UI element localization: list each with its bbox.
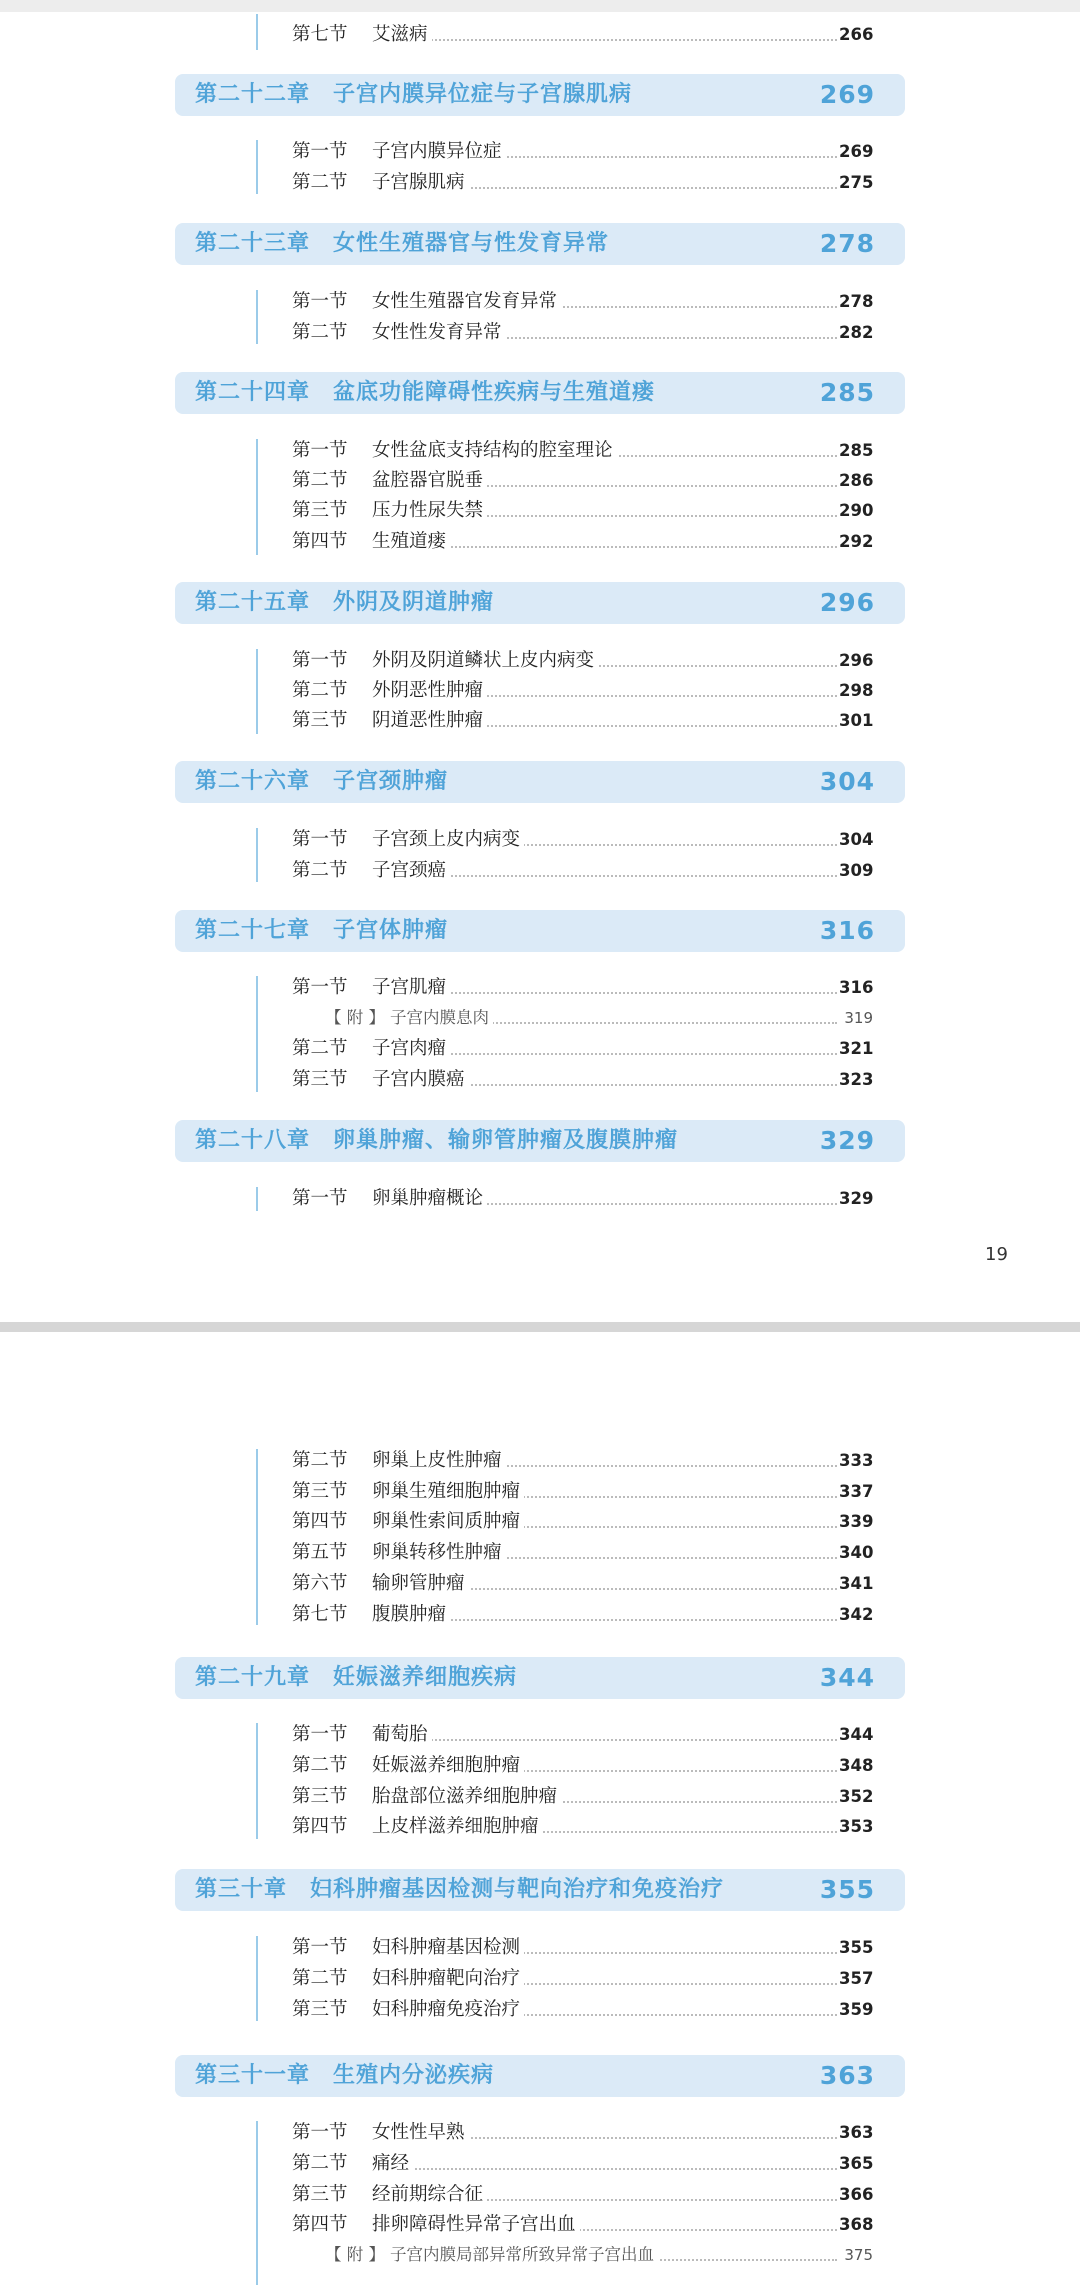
section-label: 第二节 [292,322,348,343]
toc-entry[interactable] [292,646,873,676]
toc-entry[interactable] [292,1538,873,1568]
chapter-heading[interactable] [175,223,905,265]
dot-leader [372,39,837,41]
toc-entry[interactable] [292,168,873,198]
section-page: 359 [839,2000,874,2019]
section-page: 298 [839,681,874,700]
section-page: 348 [839,1756,874,1775]
section-title: 女性生殖器官发育异常 [372,287,561,317]
section-page: 365 [839,2154,874,2173]
section-bar [256,439,258,555]
toc-entry[interactable] [292,137,873,167]
section-label: 第一节 [292,977,348,998]
appendix-label: 【 附 】 [325,1008,385,1027]
section-page: 282 [839,323,874,342]
chapter-heading[interactable] [175,1657,905,1699]
section-title: 外阴及阴道鳞状上皮内病变 [372,646,598,676]
toc-entry[interactable] [292,287,873,317]
section-title: 子宫颈癌 [372,856,450,886]
toc-entry[interactable] [292,318,873,348]
section-page: 333 [839,1451,874,1470]
appendix-title: 子宫内膜局部异常所致异常子宫出血 [390,2240,658,2270]
section-label: 第四节 [292,1816,348,1837]
section-title: 腹膜肿瘤 [372,1600,450,1630]
chapter-heading[interactable] [175,74,905,116]
section-page: 275 [839,173,874,192]
section-page: 352 [839,1787,874,1806]
toc-page-next [0,1332,1080,2285]
section-label: 第二节 [292,470,348,491]
chapter-title: 第二十二章 子宫内膜异位症与子宫腺肌病 [195,82,633,107]
section-label: 第二节 [292,680,348,701]
section-title: 上皮样滋养细胞肿瘤 [372,1812,543,1842]
section-title: 葡萄胎 [372,1720,432,1750]
chapter-page: 329 [819,1126,875,1155]
section-label: 第一节 [292,440,348,461]
section-page: 278 [839,292,874,311]
chapter-heading[interactable] [175,582,905,624]
chapter-title: 第三十一章 生殖内分泌疾病 [195,2063,495,2088]
section-page: 316 [839,978,874,997]
section-page: 266 [839,25,874,44]
section-label: 第三节 [292,1999,348,2020]
section-page: 363 [839,2123,874,2142]
toc-entry[interactable] [292,2149,873,2179]
toc-entry[interactable] [292,527,873,557]
chapter-title: 第二十三章 女性生殖器官与性发育异常 [195,231,610,256]
section-label: 第四节 [292,531,348,552]
section-title: 排卵障碍性异常子宫出血 [372,2210,580,2240]
section-bar [256,2121,258,2285]
page-top-edge [0,0,1080,12]
toc-entry[interactable] [292,2118,873,2148]
section-title: 艾滋病 [372,20,432,50]
chapter-page: 278 [819,229,875,258]
toc-entry[interactable] [292,1034,873,1064]
section-page: 296 [839,651,874,670]
section-label: 第三节 [292,1786,348,1807]
section-page: 269 [839,142,874,161]
toc-entry[interactable] [292,1507,873,1537]
section-label: 第四节 [292,1511,348,1532]
section-bar [256,1723,258,1839]
section-title: 卵巢肿瘤概论 [372,1184,487,1214]
chapter-heading[interactable] [175,1120,905,1162]
section-page: 304 [839,830,874,849]
page-separator [0,1322,1080,1332]
section-title: 生殖道瘘 [372,527,450,557]
section-page: 292 [839,532,874,551]
toc-entry[interactable] [292,466,873,496]
appendix-label: 【 附 】 [325,2245,385,2264]
section-label: 第六节 [292,1573,348,1594]
chapter-page: 363 [819,2061,875,2090]
toc-entry[interactable] [292,1065,873,1095]
section-label: 第三节 [292,1069,348,1090]
section-label: 第一节 [292,141,348,162]
toc-entry[interactable] [292,1600,873,1630]
section-label: 第二节 [292,860,348,881]
section-label: 第一节 [292,650,348,671]
section-title: 胎盘部位滋养细胞肿瘤 [372,1782,561,1812]
section-title: 子宫腺肌病 [372,168,469,198]
toc-appendix-entry[interactable] [325,2240,873,2270]
section-title: 阴道恶性肿瘤 [372,706,487,736]
section-title: 输卵管肿瘤 [372,1569,469,1599]
section-label: 第三节 [292,2184,348,2205]
section-page: 301 [839,711,874,730]
section-label: 第二节 [292,1755,348,1776]
section-label: 第二节 [292,1450,348,1471]
toc-entry[interactable] [292,973,873,1003]
toc-entry[interactable] [292,825,873,855]
section-title: 子宫内膜癌 [372,1065,469,1095]
chapter-title: 第二十五章 外阴及阴道肿瘤 [195,590,495,615]
dot-leader [372,2168,837,2170]
toc-entry[interactable] [292,1782,873,1812]
section-page: 366 [839,2185,874,2204]
appendix-page: 375 [844,2246,873,2264]
section-title: 卵巢转移性肿瘤 [372,1538,506,1568]
toc-entry[interactable] [292,496,873,526]
chapter-page: 285 [819,378,875,407]
section-page: 368 [839,2215,874,2234]
toc-appendix-entry[interactable] [325,1003,873,1033]
section-page: 353 [839,1817,874,1836]
section-bar [256,290,258,344]
toc-entry[interactable] [292,1995,873,2025]
section-label: 第一节 [292,829,348,850]
chapter-page: 296 [819,588,875,617]
toc-entry[interactable] [292,1933,873,1963]
section-label: 第一节 [292,2122,348,2143]
section-label: 第二节 [292,172,348,193]
section-page: 344 [839,1725,874,1744]
section-label: 第七节 [292,1604,348,1625]
section-title: 痛经 [372,2149,413,2179]
section-label: 第三节 [292,500,348,521]
section-label: 第三节 [292,1481,348,1502]
chapter-title: 第二十六章 子宫颈肿瘤 [195,769,449,794]
section-label: 第二节 [292,1038,348,1059]
section-page: 337 [839,1482,874,1501]
section-page: 341 [839,1574,874,1593]
section-label: 第二节 [292,2153,348,2174]
section-title: 子宫肌瘤 [372,973,450,1003]
section-label: 第一节 [292,1937,348,1958]
chapter-heading[interactable] [175,761,905,803]
chapter-heading[interactable] [175,372,905,414]
section-label: 第一节 [292,1188,348,1209]
toc-entry[interactable] [292,2180,873,2210]
appendix-page: 319 [844,1009,873,1027]
section-title: 卵巢上皮性肿瘤 [372,1446,506,1476]
section-title: 妇科肿瘤基因检测 [372,1933,524,1963]
section-title: 子宫肉瘤 [372,1034,450,1064]
section-title: 卵巢性索间质肿瘤 [372,1507,524,1537]
section-title: 子宫内膜异位症 [372,137,506,167]
chapter-title: 第二十九章 妊娠滋养细胞疾病 [195,1665,518,1690]
chapter-heading[interactable] [175,2055,905,2097]
section-page: 285 [839,441,874,460]
toc-entry[interactable] [292,2210,873,2240]
section-title: 外阴恶性肿瘤 [372,676,487,706]
section-title: 女性性发育异常 [372,318,506,348]
toc-entry[interactable] [292,1569,873,1599]
section-page: 355 [839,1938,874,1957]
dot-leader [372,1739,837,1741]
toc-entry[interactable] [292,1964,873,1994]
toc-entry[interactable] [292,1812,873,1842]
chapter-page: 344 [819,1663,875,1692]
section-title: 经前期综合征 [372,2180,487,2210]
section-page: 323 [839,1070,874,1089]
chapter-heading[interactable] [175,1869,905,1911]
section-title: 女性盆底支持结构的腔室理论 [372,436,617,466]
section-title: 盆腔器官脱垂 [372,466,487,496]
section-label: 第五节 [292,1542,348,1563]
toc-entry[interactable] [292,1446,873,1476]
section-label: 第四节 [292,2214,348,2235]
section-page: 329 [839,1189,874,1208]
section-bar [256,1936,258,2021]
page-number: 19 [985,1244,1008,1265]
section-title: 女性性早熟 [372,2118,469,2148]
section-page: 357 [839,1969,874,1988]
toc-entry[interactable] [292,1184,873,1214]
section-page: 342 [839,1605,874,1624]
toc-entry[interactable] [292,706,873,736]
section-bar [256,14,258,50]
section-bar [256,649,258,734]
section-bar [256,976,258,1092]
section-bar [256,140,258,194]
section-page: 339 [839,1512,874,1531]
section-page: 286 [839,471,874,490]
toc-entry[interactable] [292,856,873,886]
chapter-title: 第二十四章 盆底功能障碍性疾病与生殖道瘘 [195,380,656,405]
section-label: 第一节 [292,1724,348,1745]
section-page: 321 [839,1039,874,1058]
section-label: 第二节 [292,1968,348,1989]
section-title: 卵巢生殖细胞肿瘤 [372,1477,524,1507]
section-bar [256,1449,258,1625]
section-page: 309 [839,861,874,880]
section-label: 第三节 [292,710,348,731]
section-bar [256,828,258,882]
chapter-title: 第二十七章 子宫体肿瘤 [195,918,449,943]
chapter-page: 269 [819,80,875,109]
section-page: 290 [839,501,874,520]
toc-entry[interactable] [292,676,873,706]
toc-entry[interactable] [292,1720,873,1750]
toc-entry[interactable] [292,1751,873,1781]
section-title: 妇科肿瘤免疫治疗 [372,1995,524,2025]
chapter-heading[interactable] [175,910,905,952]
section-title: 妊娠滋养细胞肿瘤 [372,1751,524,1781]
section-label: 第一节 [292,291,348,312]
appendix-title: 子宫内膜息肉 [390,1003,493,1033]
toc-entry[interactable] [292,1477,873,1507]
section-page: 340 [839,1543,874,1562]
section-title: 子宫颈上皮内病变 [372,825,524,855]
chapter-page: 355 [819,1875,875,1904]
section-bar [256,1187,258,1211]
chapter-page: 316 [819,916,875,945]
chapter-page: 304 [819,767,875,796]
section-title: 妇科肿瘤靶向治疗 [372,1964,524,1994]
section-title: 压力性尿失禁 [372,496,487,526]
chapter-title: 第三十章 妇科肿瘤基因检测与靶向治疗和免疫治疗 [195,1877,725,1902]
chapter-title: 第二十八章 卵巢肿瘤、输卵管肿瘤及腹膜肿瘤 [195,1128,679,1153]
toc-entry[interactable] [292,436,873,466]
toc-entry[interactable] [292,20,873,50]
section-label: 第七节 [292,24,348,45]
